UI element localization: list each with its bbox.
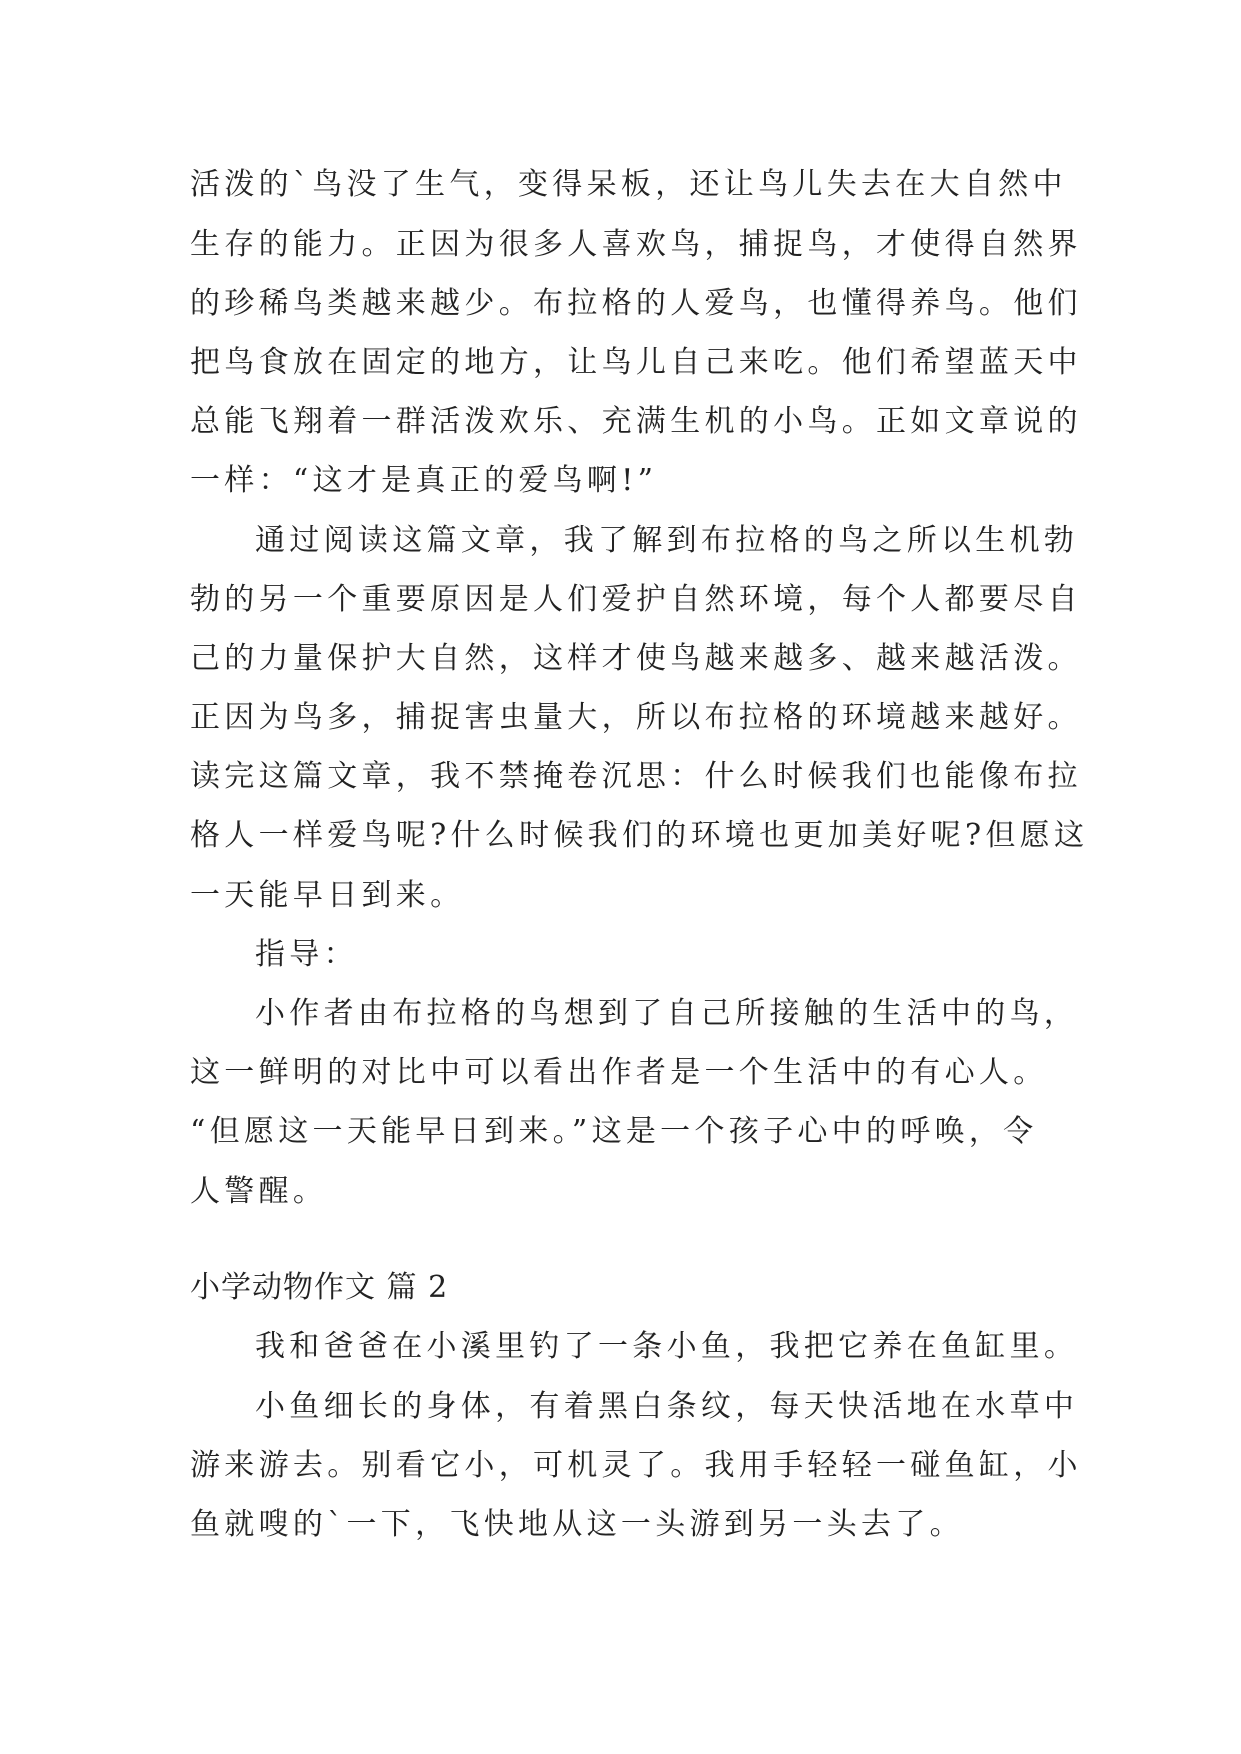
section-label: 指导： [255,937,358,972]
text-line: 我和爸爸在小溪里钓了一条小鱼，我把它养在鱼缸里。 [255,1329,1079,1364]
text-line: 勃的另一个重要原因是人们爱护自然环境，每个人都要尽自 [190,582,1082,617]
text-line: 活泼的`鸟没了生气，变得呆板，还让鸟儿失去在大自然中 [190,167,1067,202]
text-line: 人警醒。 [190,1174,328,1209]
text-line: 游来游去。别看它小，可机灵了。我用手轻轻一碰鱼缸，小 [190,1448,1082,1483]
text-line: 鱼就嗖的`一下，飞快地从这一头游到另一头去了。 [190,1507,964,1542]
text-line: 格人一样爱鸟呢?什么时候我们的环境也更加美好呢?但愿这 [190,818,1089,853]
text-line: 总能飞翔着一群活泼欢乐、充满生机的小鸟。正如文章说的 [190,404,1082,439]
text-line: 己的力量保护大自然，这样才使鸟越来越多、越来越活泼。 [190,641,1082,676]
text-line: 的珍稀鸟类越来越少。布拉格的人爱鸟，也懂得养鸟。他们 [190,286,1082,321]
section-heading: 小学动物作文 篇 2 [190,1270,449,1305]
text-line: “但愿这一天能早日到来。”这是一个孩子心中的呼唤，令 [190,1114,1038,1149]
text-line: 小作者由布拉格的鸟想到了自己所接触的生活中的鸟， [255,996,1079,1031]
text-line: 把鸟食放在固定的地方，让鸟儿自己来吃。他们希望蓝天中 [190,345,1082,380]
text-line: 一样：“这才是真正的爱鸟啊!” [190,463,658,498]
text-line: 小鱼细长的身体，有着黑白条纹，每天快活地在水草中 [255,1389,1079,1424]
text-line: 正因为鸟多，捕捉害虫量大，所以布拉格的环境越来越好。 [190,700,1082,735]
text-line: 这一鲜明的对比中可以看出作者是一个生活中的有心人。 [190,1055,1048,1090]
text-line: 通过阅读这篇文章，我了解到布拉格的鸟之所以生机勃 [255,523,1079,558]
text-line: 生存的能力。正因为很多人喜欢鸟，捕捉鸟，才使得自然界 [190,227,1082,262]
text-line: 一天能早日到来。 [190,878,465,913]
text-line: 读完这篇文章，我不禁掩卷沉思：什么时候我们也能像布拉 [190,759,1082,794]
